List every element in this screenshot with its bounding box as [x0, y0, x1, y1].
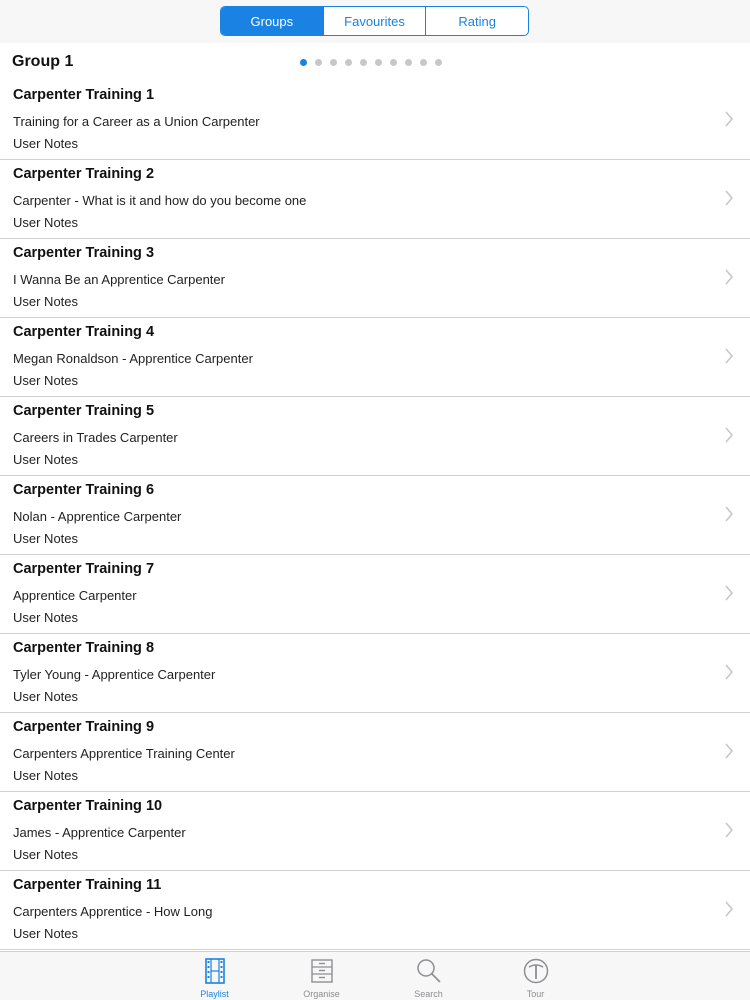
user-notes-label: User Notes [13, 926, 79, 941]
search-icon [415, 957, 443, 985]
list-item[interactable] [0, 634, 750, 713]
list-item[interactable] [0, 318, 750, 397]
segment-rating[interactable]: Rating [458, 13, 496, 29]
user-notes-label: User Notes [13, 136, 79, 151]
item-subtitle: Training for a Career as a Union Carpenter [13, 114, 260, 129]
segment-groups[interactable]: Groups [221, 7, 324, 35]
chevron-right-icon [724, 585, 734, 601]
list-item[interactable] [0, 713, 750, 792]
item-subtitle: I Wanna Be an Apprentice Carpenter [13, 272, 225, 287]
page-dot[interactable] [315, 59, 322, 66]
tour-icon [522, 957, 550, 985]
tab-search[interactable] [375, 952, 482, 1000]
user-notes-label: User Notes [13, 294, 79, 309]
page-dot[interactable] [345, 59, 352, 66]
list-item[interactable] [0, 81, 750, 160]
list-item[interactable] [0, 476, 750, 555]
chevron-right-icon [724, 743, 734, 759]
item-subtitle: Tyler Young - Apprentice Carpenter [13, 667, 216, 682]
item-title: Carpenter Training 11 [13, 877, 162, 893]
segmented-control [220, 6, 529, 36]
item-subtitle: Carpenter - What is it and how do you become one [13, 193, 307, 208]
list-item[interactable] [0, 871, 750, 950]
tab-organise[interactable] [268, 952, 375, 1000]
page-dot[interactable] [375, 59, 382, 66]
user-notes-label: User Notes [13, 847, 79, 862]
tab-bar [0, 951, 750, 1000]
list-item[interactable] [0, 792, 750, 871]
item-subtitle: Careers in Trades Carpenter [13, 430, 178, 445]
chevron-right-icon [724, 269, 734, 285]
user-notes-label: User Notes [13, 215, 79, 230]
user-notes-label: User Notes [13, 452, 79, 467]
tab-playlist[interactable] [161, 952, 268, 1000]
list-item[interactable] [0, 397, 750, 476]
item-subtitle: Carpenters Apprentice Training Center [13, 746, 235, 761]
item-title: Carpenter Training 6 [13, 482, 155, 498]
list-item[interactable] [0, 160, 750, 239]
tab-tour[interactable] [482, 952, 589, 1000]
page-dot[interactable] [300, 59, 307, 66]
item-title: Carpenter Training 3 [13, 245, 155, 261]
chevron-right-icon [724, 822, 734, 838]
page-dot[interactable] [360, 59, 367, 66]
item-title: Carpenter Training 2 [13, 166, 155, 182]
item-subtitle: Megan Ronaldson - Apprentice Carpenter [13, 351, 253, 366]
chevron-right-icon [724, 901, 734, 917]
item-title: Carpenter Training 9 [13, 719, 155, 735]
item-subtitle: Nolan - Apprentice Carpenter [13, 509, 182, 524]
segment-favourites[interactable]: Favourites [324, 7, 427, 35]
item-title: Carpenter Training 1 [13, 87, 155, 103]
chevron-right-icon [724, 111, 734, 127]
chevron-right-icon [724, 664, 734, 680]
group-header [0, 43, 750, 81]
page-dot[interactable] [330, 59, 337, 66]
item-title: Carpenter Training 10 [13, 798, 163, 814]
item-subtitle: James - Apprentice Carpenter [13, 825, 186, 840]
cabinet-icon [308, 957, 336, 985]
user-notes-label: User Notes [13, 689, 79, 704]
tab-label: Tour [526, 989, 545, 999]
chevron-right-icon [724, 190, 734, 206]
page-dot[interactable] [405, 59, 412, 66]
chevron-right-icon [724, 427, 734, 443]
playlist-list [0, 81, 750, 951]
user-notes-label: User Notes [13, 373, 79, 388]
film-icon [201, 957, 229, 985]
item-title: Carpenter Training 7 [13, 561, 155, 577]
top-bar [0, 0, 750, 43]
chevron-right-icon [724, 506, 734, 522]
item-title: Carpenter Training 5 [13, 403, 155, 419]
item-title: Carpenter Training 8 [13, 640, 155, 656]
user-notes-label: User Notes [13, 768, 79, 783]
tab-label: Playlist [200, 989, 229, 999]
tab-label: Search [414, 989, 443, 999]
tab-label: Organise [303, 989, 340, 999]
list-item[interactable] [0, 239, 750, 318]
list-item[interactable] [0, 555, 750, 634]
item-title: Carpenter Training 4 [13, 324, 155, 340]
user-notes-label: User Notes [13, 610, 79, 625]
page-dot[interactable] [390, 59, 397, 66]
item-subtitle: Carpenters Apprentice - How Long [13, 904, 213, 919]
page-dot[interactable] [420, 59, 427, 66]
page-dot[interactable] [435, 59, 442, 66]
page-indicator[interactable] [300, 59, 442, 66]
chevron-right-icon [724, 348, 734, 364]
group-title: Group 1 [12, 53, 74, 70]
user-notes-label: User Notes [13, 531, 79, 546]
item-subtitle: Apprentice Carpenter [13, 588, 137, 603]
